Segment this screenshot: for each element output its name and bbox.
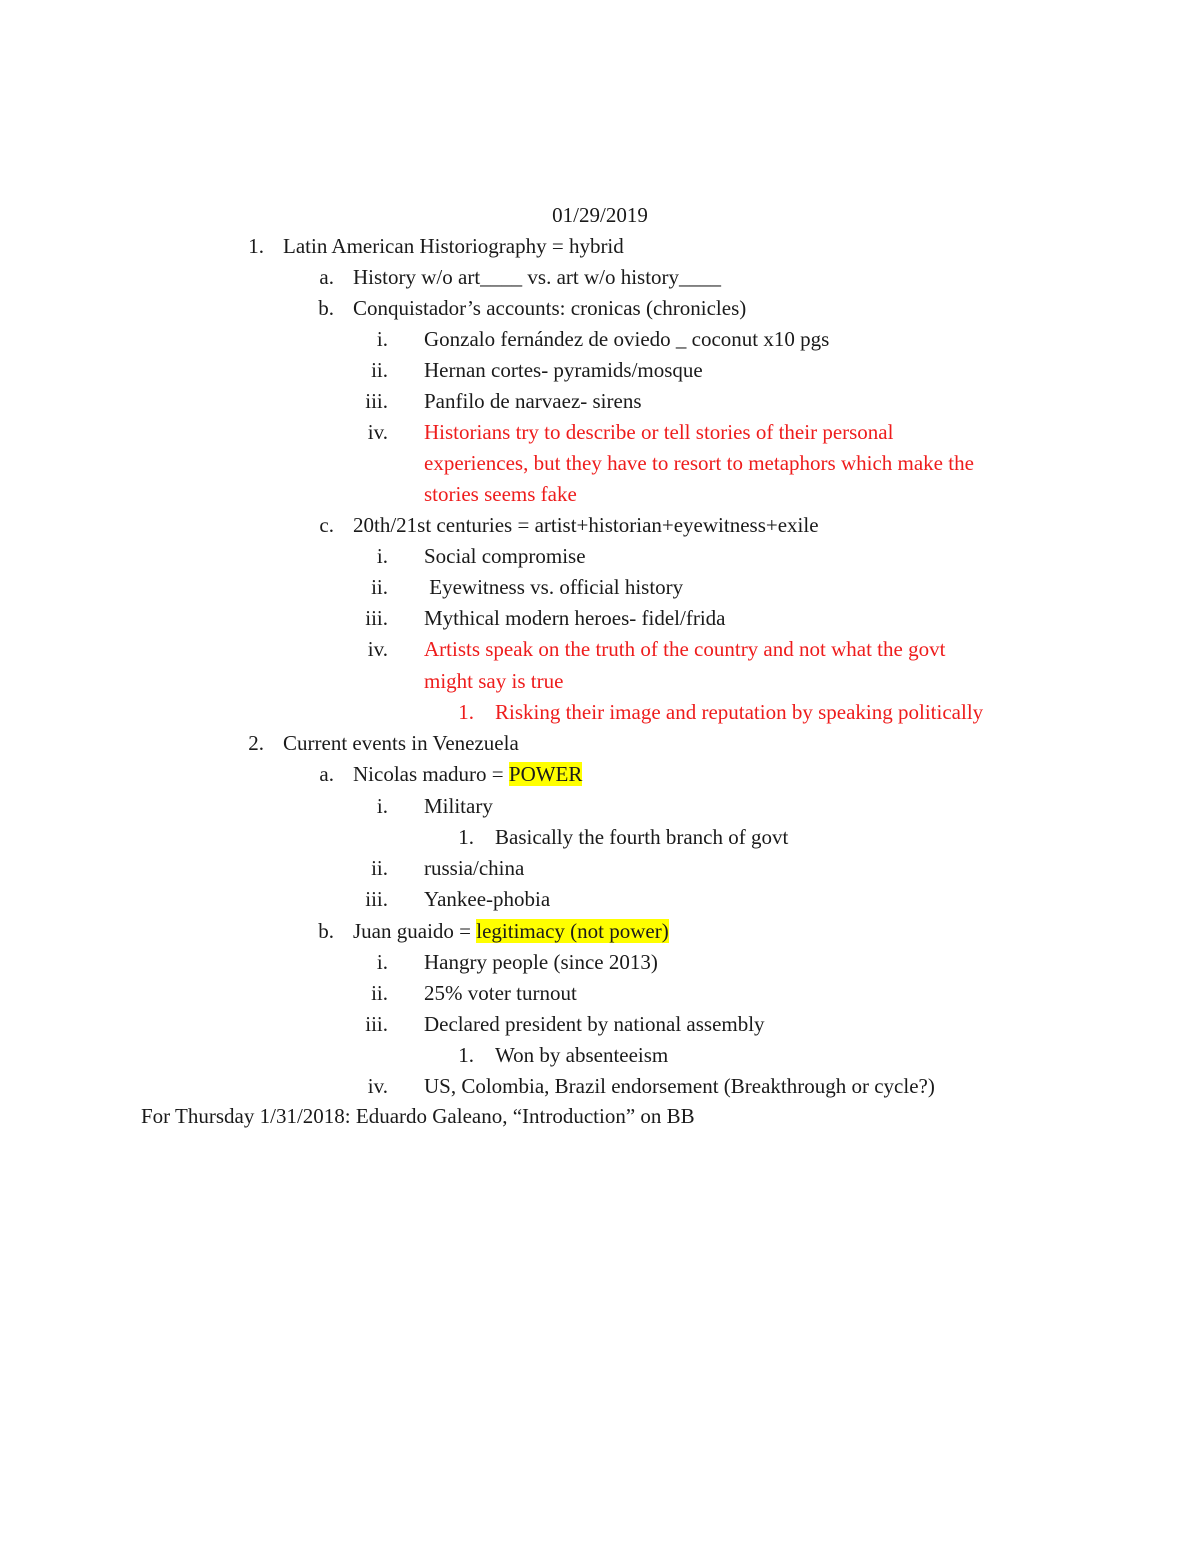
item-marker: a. <box>319 762 334 786</box>
item-marker: iv. <box>367 1074 388 1098</box>
item-text-plain: Nicolas maduro = <box>353 762 509 786</box>
item-marker: i. <box>376 950 388 974</box>
item-text: Hangry people (since 2013) <box>424 950 658 974</box>
item-text: Basically the fourth branch of govt <box>495 825 789 849</box>
item-text: Won by absenteeism <box>495 1043 669 1067</box>
item-text: russia/china <box>424 856 525 880</box>
item-text: Hernan cortes- pyramids/mosque <box>424 358 703 382</box>
item-marker: ii. <box>371 981 388 1005</box>
item-text: Gonzalo fernández de oviedo _ coconut x10 pgs <box>424 327 830 351</box>
item-marker: 1. <box>458 825 474 849</box>
highlighted-text: POWER <box>508 762 583 786</box>
item-text <box>353 916 669 947</box>
item-text: Current events in Venezuela <box>283 731 519 755</box>
item-text: History w/o art____ vs. art w/o history____ <box>353 265 722 289</box>
item-text: 20th/21st centuries = artist+historian+eyewitness+exile <box>353 513 819 537</box>
item-text-line-3: stories seems fake <box>424 482 577 506</box>
item-text-line-2: experiences, but they have to resort to metaphors which make the <box>424 451 974 475</box>
item-marker: i. <box>376 794 388 818</box>
item-text: Conquistador’s accounts: cronicas (chronicles) <box>353 296 747 320</box>
item-marker: b. <box>318 919 334 943</box>
item-text: Eyewitness vs. official history <box>424 575 684 599</box>
item-marker: a. <box>319 265 334 289</box>
item-text: Military <box>424 794 493 818</box>
item-marker: iii. <box>365 887 388 911</box>
item-marker: i. <box>376 544 388 568</box>
item-text: US, Colombia, Brazil endorsement (Breakthrough or cycle?) <box>424 1074 935 1098</box>
item-marker: ii. <box>371 575 388 599</box>
item-text-line-2: might say is true <box>424 669 564 693</box>
item-text: 25% voter turnout <box>424 981 577 1005</box>
item-marker: 1. <box>248 234 264 258</box>
item-text-line-1: Historians try to describe or tell stories of their personal <box>424 420 894 444</box>
item-marker: iv. <box>367 420 388 444</box>
item-text: Social compromise <box>424 544 586 568</box>
item-text: Latin American Historiography = hybrid <box>283 234 624 258</box>
item-text <box>353 759 582 790</box>
item-text: Panfilo de narvaez- sirens <box>424 389 642 413</box>
item-marker: iv. <box>367 637 388 661</box>
item-text-line-1: Artists speak on the truth of the country and not what the govt <box>424 637 946 661</box>
item-text: Declared president by national assembly <box>424 1012 765 1036</box>
item-marker: iii. <box>365 606 388 630</box>
item-marker: c. <box>319 513 334 537</box>
highlighted-text: legitimacy (not power) <box>476 919 669 943</box>
homework-note: For Thursday 1/31/2018: Eduardo Galeano, “Introduction” on BB <box>141 1104 695 1128</box>
item-text: Risking their image and reputation by speaking politically <box>495 700 984 724</box>
item-marker: b. <box>318 296 334 320</box>
item-text: Yankee-phobia <box>424 887 551 911</box>
item-marker: i. <box>376 327 388 351</box>
item-marker: ii. <box>371 358 388 382</box>
item-marker: 2. <box>248 731 264 755</box>
item-marker: 1. <box>458 700 474 724</box>
item-marker: iii. <box>365 1012 388 1036</box>
item-marker: ii. <box>371 856 388 880</box>
note-date: 01/29/2019 <box>552 203 648 227</box>
item-text: Mythical modern heroes- fidel/frida <box>424 606 726 630</box>
item-text-plain: Juan guaido = <box>353 919 477 943</box>
item-marker: 1. <box>458 1043 474 1067</box>
item-marker: iii. <box>365 389 388 413</box>
